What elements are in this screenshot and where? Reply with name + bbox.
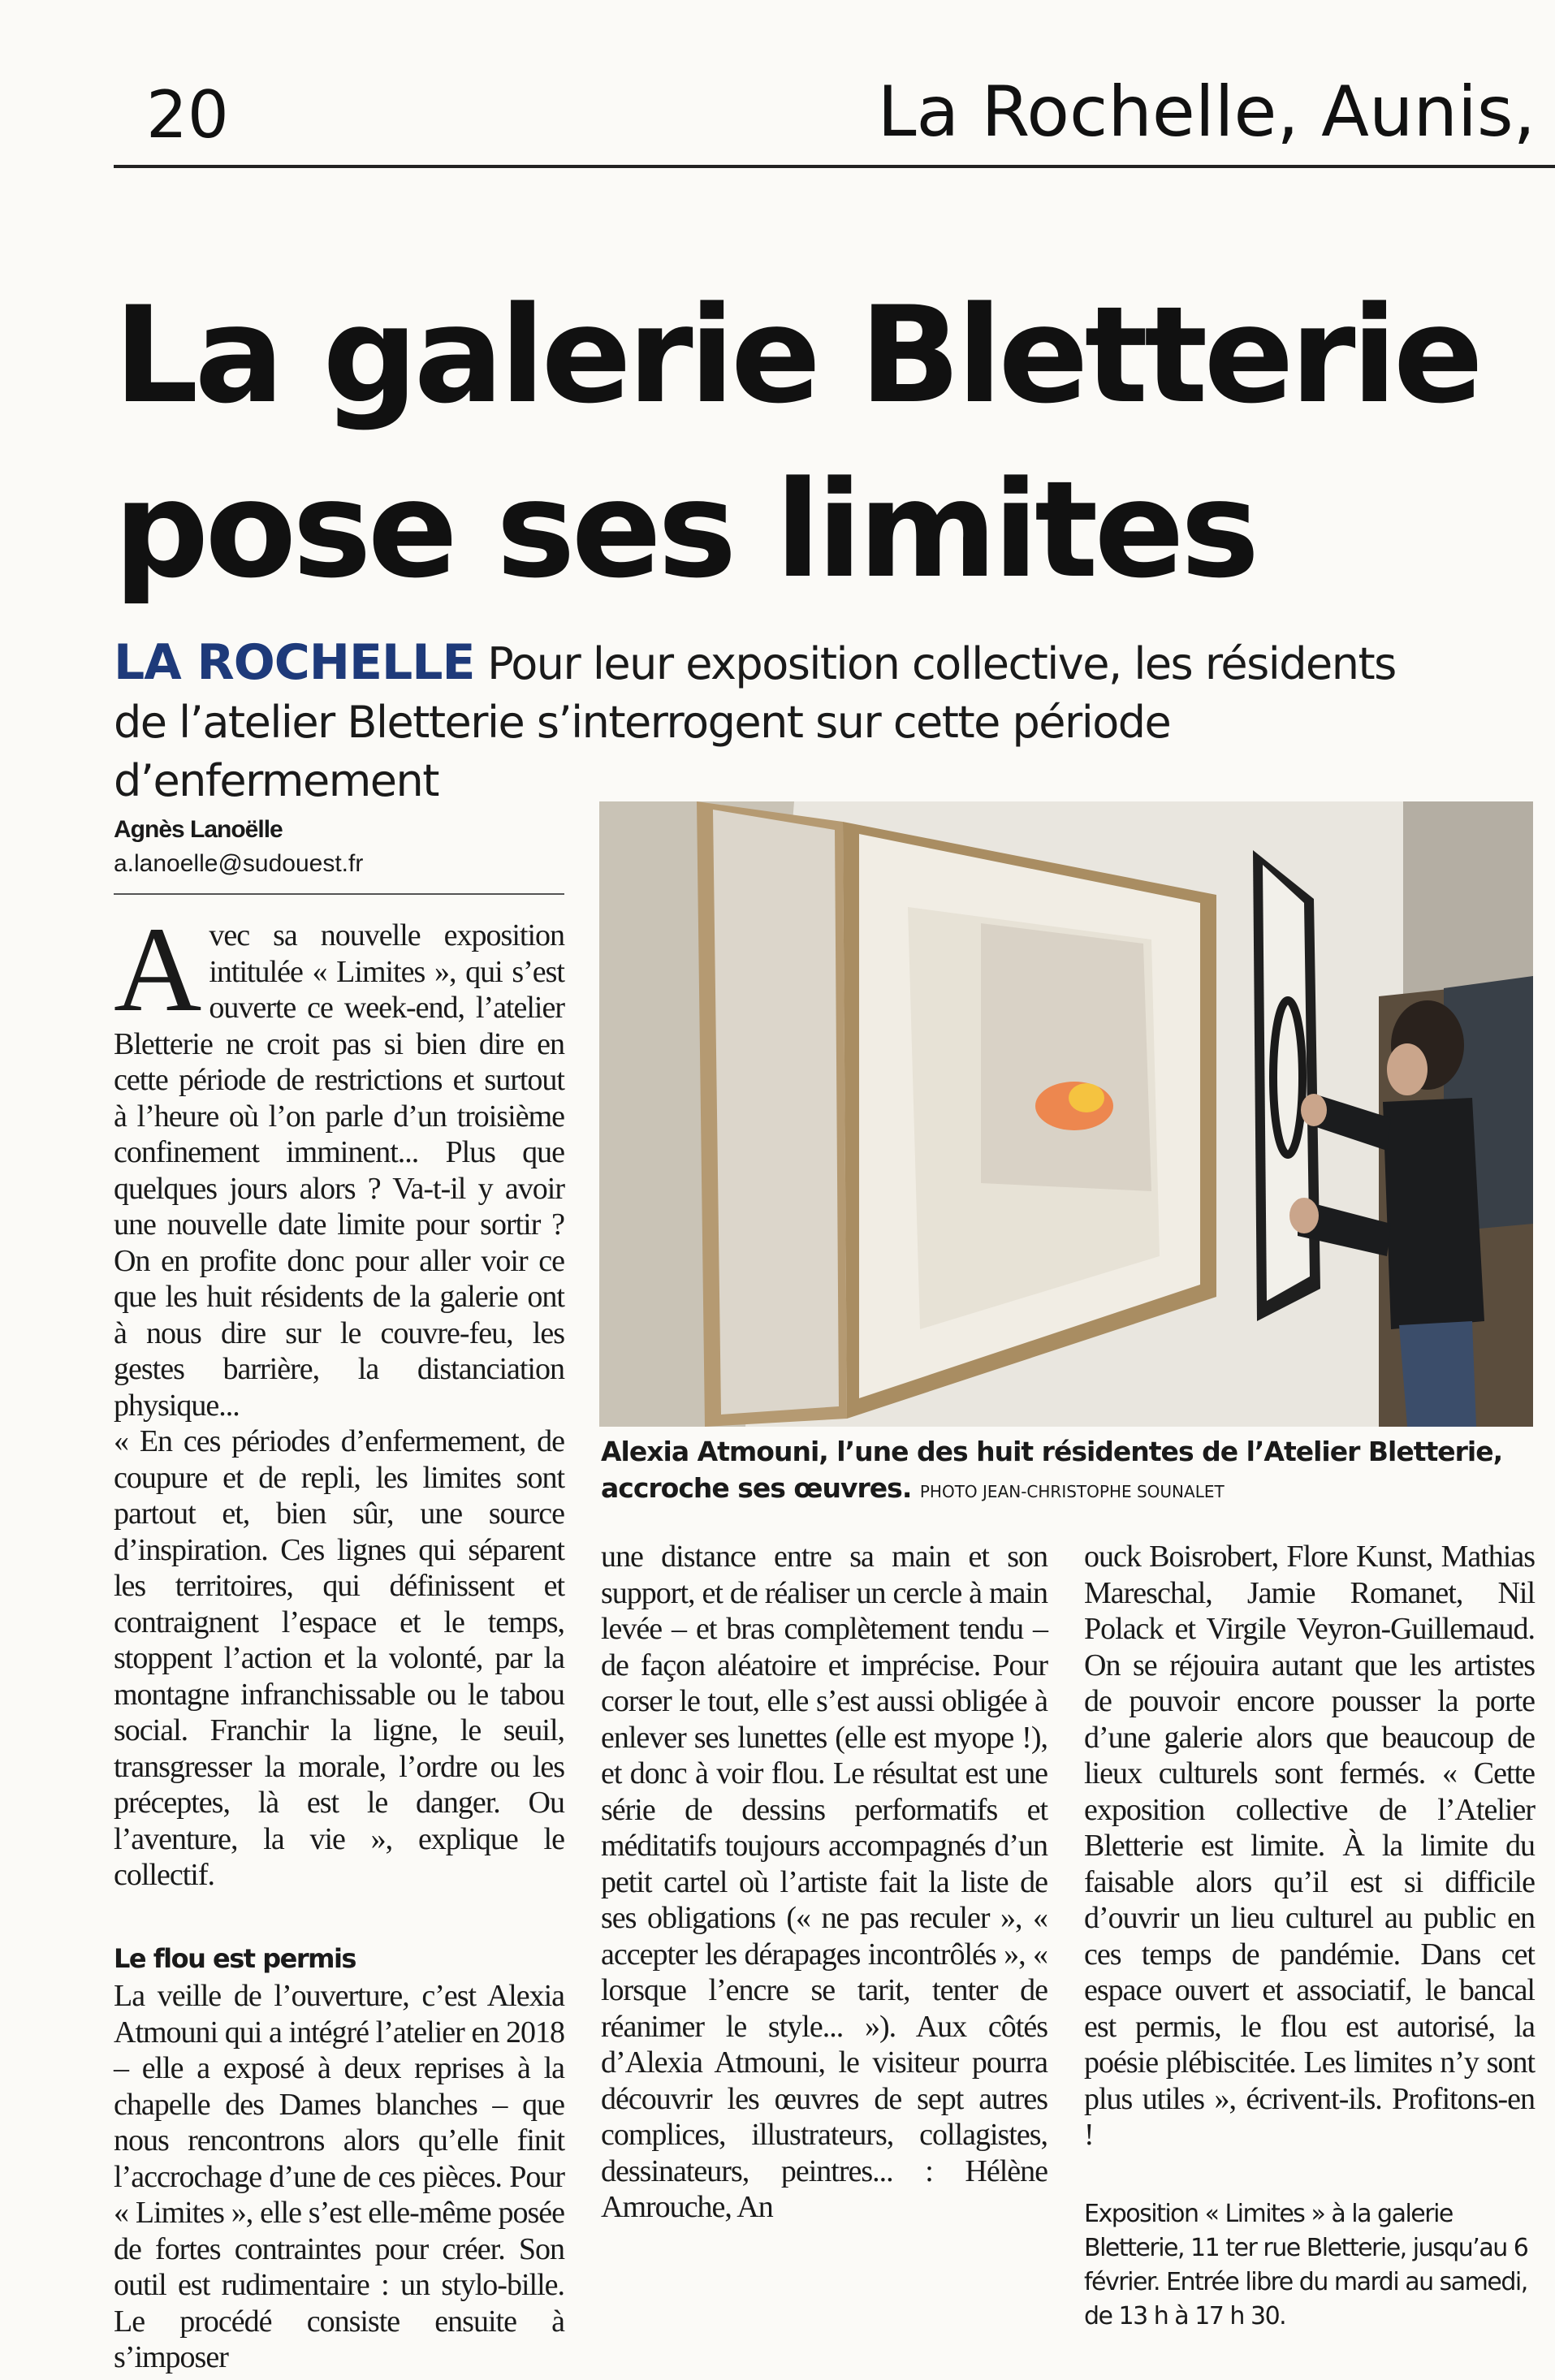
paragraph-3-part-1: La veille de l’ouverture, c’est Alexia Atmouni qui a intégré l’atelier en 2018 – elle a exposé à deux reprises à la chapelle des Dames blanches – que nous rencontrons alors qu’elle finit l’accrochage d’une de ces pièces. Pour « Limites », elle s’est elle-même posée de fortes contraintes pour créer. Son outil est rudimentaire : un stylo-bille. Le procédé consiste ensuite à s’imposer: [114, 1979, 564, 2374]
photo: [599, 801, 1533, 1427]
column-1: [114, 902, 564, 2376]
paragraph-3-part-3: ouck Boisrobert, Flore Kunst, Mathias Mareschal, Jamie Romanet, Nil Polack et Virgile Veyron-Guillemaud. On se réjouira autant que les artistes de pouvoir encore pousser la porte d’une galerie alors que beaucoup de lieux culturels sont fermés. « Cette exposition collective de l’Atelier Bletterie est limite. À la limite du faisable alors qu’il est si difficile d’ouvrir un lieu culturel au public en ces temps de pandémie. Dans cet espace ouvert et associatif, le bancal est permis, le flou est autorisé, la poésie plébiscitée. Les limites n’y sont plus utiles », écrivent-ils. Profitons-en !: [1084, 1540, 1535, 2152]
paragraph-3-part-2: une distance entre sa main et son support, et de réaliser un cercle à main levée – et bras complètement tendu – de façon aléatoire et imprécise. Pour corser le tout, elle s’est aussi obligée à enlever ses lunettes (elle est myope !), et donc à voir flou. Le résultat est une série de dessins performatifs et méditatifs toujours accompagnés d’un petit cartel où l’artiste fait la liste de ses obligations (« ne pas reculer », « accepter les dérapages incontrôlés », « lorsque l’encre se tarit, tenter de réanimer le style... »). Aux côtés d’Alexia Atmouni, le visiteur pourra découvrir les œuvres de sept autres complices, illustrateurs, collagistes, dessinateurs, peintres... : Hélène Amrouche, An: [601, 1540, 1047, 2224]
column-2: [601, 1539, 1047, 2226]
intertitle: Le flou est permis: [114, 1942, 356, 1974]
page-number: 20: [146, 77, 229, 153]
byline-rule: [114, 893, 564, 895]
author-email: a.lanoelle@sudouest.fr: [114, 850, 364, 877]
gallery-photo-image: [599, 801, 1533, 1427]
headline-line-2: pose ses limites: [114, 452, 1256, 607]
photo-caption: [601, 1433, 1535, 1510]
column-3: [1084, 1539, 1535, 2334]
photo-credit: PHOTO JEAN-CHRISTOPHE SOUNALET: [919, 1482, 1225, 1501]
paragraph-2: « En ces périodes d’enfermement, de coupure et de repli, les limites sont partout et, bien sûr, une source d’inspiration. Ces lignes qui séparent les territoires, qui définissent et contraignent l’espace et le temps, stoppent l’action et la volonté, par la montagne infranchissable ou le tabou social. Franchir la ligne, le seuil, transgresser la morale, l’ordre ou les préceptes, là est le danger. Ou l’aventure, la vie », explique le collectif.: [114, 1424, 564, 1892]
author-name: Agnès Lanoëlle: [114, 816, 283, 843]
drop-cap: A: [114, 902, 201, 1037]
paragraph-1: [114, 902, 564, 1423]
headline: [114, 268, 1479, 617]
subhead-text: Pour leur exposition collective, les résidents de l’atelier Bletterie s’interrogent sur cette période d’enfermement: [114, 638, 1396, 806]
paragraph-1-text: vec sa nouvelle exposition intitulée « Limites », qui s’est ouverte ce week-end, l’atelier Bletterie ne croit pas si bien dire en cette période de restrictions et surtout à l’heure où l’on parle d’un troisième confinement imminent... Plus que quelques jours alors ? Va-t-il y avoir une nouvelle date limite pour sortir ? On en profite donc pour aller voir ce que les huit résidents de la galerie ont à nous dire sur le couvre-feu, les gestes barrière, la distanciation physique...: [114, 918, 564, 1423]
caption-text: Alexia Atmouni, l’une des huit résidentes de l’Atelier Bletterie, accroche ses œuvres.: [601, 1436, 1503, 1504]
subheadline: [114, 633, 1429, 810]
section-name: La Rochelle, Aunis,: [877, 71, 1536, 153]
byline: [114, 816, 564, 878]
headline-line-1: La galerie Bletterie: [114, 278, 1479, 433]
header-rule: [114, 165, 1555, 168]
info-box: Exposition « Limites » à la galerie Bletterie, 11 ter rue Bletterie, jusqu’au 6 février. Entrée libre du mardi au samedi, de 13 h à 17 h 30.: [1084, 2199, 1528, 2330]
dateline: LA ROCHELLE: [114, 634, 475, 691]
